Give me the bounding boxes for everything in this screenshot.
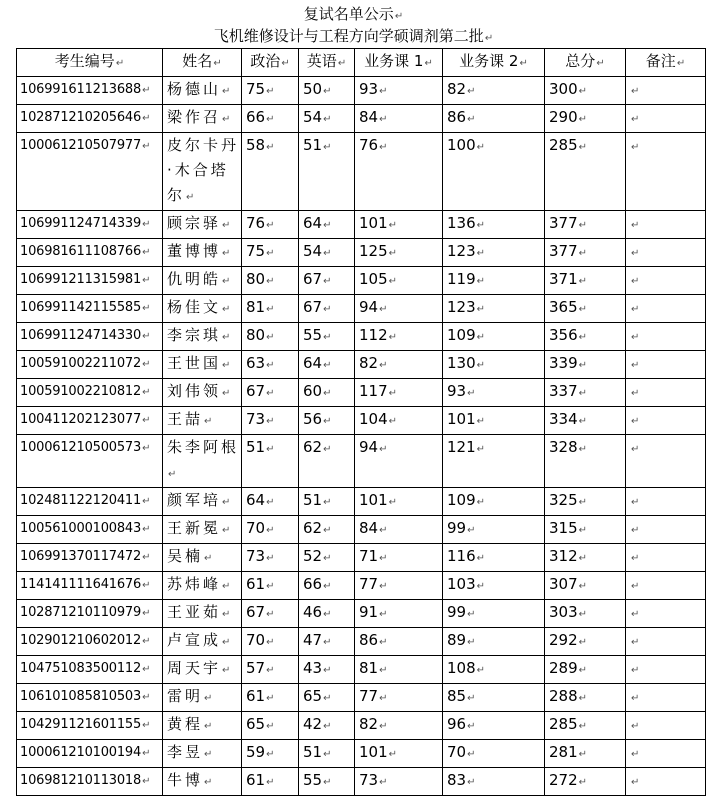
cell-total: 300 ↵ — [545, 77, 626, 105]
cell-course1: 101 ↵ — [355, 740, 443, 768]
cell-course1: 71 ↵ — [355, 544, 443, 572]
cell-id: 114141111641676 ↵ — [17, 572, 163, 600]
cell-remark — [626, 656, 706, 684]
cell-remark — [626, 768, 706, 796]
table-row — [17, 600, 706, 628]
header-cell-id: 考生编号 ↵ — [17, 49, 163, 77]
header-cell-course1: 业务课 1 ↵ — [355, 49, 443, 77]
cell-politics: 73 ↵ — [242, 544, 299, 572]
cell-english: 46 ↵ — [299, 600, 355, 628]
cell-politics: 70 ↵ — [242, 628, 299, 656]
cell-total: 292 ↵ — [545, 628, 626, 656]
cell-english: 65 ↵ — [299, 684, 355, 712]
cell-total: 285 ↵ — [545, 712, 626, 740]
cell-name: 王亚茹 ↵ — [163, 600, 242, 628]
table-row — [17, 740, 706, 768]
cell-total: 288 ↵ — [545, 684, 626, 712]
cell-remark — [626, 516, 706, 544]
cell-course1: 104 ↵ — [355, 407, 443, 435]
cell-politics: 73 ↵ — [242, 407, 299, 435]
cell-name: 卢宣成 ↵ — [163, 628, 242, 656]
cell-remark — [626, 267, 706, 295]
cell-name: 牛博 ↵ — [163, 768, 242, 796]
cell-politics: 80 ↵ — [242, 267, 299, 295]
cell-english: 67 ↵ — [299, 267, 355, 295]
page-subtitle: 飞机维修设计与工程方向学硕调剂第二批 ↵ — [0, 26, 707, 49]
cell-course1: 112 ↵ — [355, 323, 443, 351]
cell-name: 黄程 ↵ — [163, 712, 242, 740]
cell-total: 328 ↵ — [545, 435, 626, 488]
cell-total: 365 ↵ — [545, 295, 626, 323]
cell-remark — [626, 295, 706, 323]
cell-id: 106991370117472 ↵ — [17, 544, 163, 572]
cell-course2: 96 ↵ — [443, 712, 545, 740]
cell-course1: 93 ↵ — [355, 77, 443, 105]
cell-english: 50 ↵ — [299, 77, 355, 105]
cell-total: 307 ↵ — [545, 572, 626, 600]
cell-course2: 136 ↵ — [443, 211, 545, 239]
cell-total: 303 ↵ — [545, 600, 626, 628]
cell-course1: 84 ↵ — [355, 105, 443, 133]
cell-remark — [626, 712, 706, 740]
cell-politics: 75 ↵ — [242, 77, 299, 105]
cell-course2: 121 ↵ — [443, 435, 545, 488]
cell-english: 67 ↵ — [299, 295, 355, 323]
cell-remark — [626, 600, 706, 628]
cell-politics: 61 ↵ — [242, 572, 299, 600]
cell-course2: 130 ↵ — [443, 351, 545, 379]
cell-total: 356 ↵ — [545, 323, 626, 351]
cell-remark — [626, 379, 706, 407]
cell-remark — [626, 572, 706, 600]
cell-course2: 85 ↵ — [443, 684, 545, 712]
cell-course2: 109 ↵ — [443, 323, 545, 351]
cell-id: 106991611213688 ↵ — [17, 77, 163, 105]
cell-politics: 63 ↵ — [242, 351, 299, 379]
table-row — [17, 712, 706, 740]
table-row — [17, 488, 706, 516]
cell-name: 李昱 ↵ — [163, 740, 242, 768]
cell-politics: 57 ↵ — [242, 656, 299, 684]
cell-english: 43 ↵ — [299, 656, 355, 684]
table-row — [17, 684, 706, 712]
candidate-table-body — [17, 49, 706, 796]
cell-politics: 70 ↵ — [242, 516, 299, 544]
cell-id: 106101085810503 ↵ — [17, 684, 163, 712]
header-cell-total: 总分 ↵ — [545, 49, 626, 77]
table-row — [17, 407, 706, 435]
table-row — [17, 211, 706, 239]
cell-course1: 101 ↵ — [355, 211, 443, 239]
cell-course2: 108 ↵ — [443, 656, 545, 684]
cell-politics: 59 ↵ — [242, 740, 299, 768]
cell-name: 杨佳文 ↵ — [163, 295, 242, 323]
cell-id: 100561000100843 ↵ — [17, 516, 163, 544]
table-header-row — [17, 49, 706, 77]
cell-name: 周天宇 ↵ — [163, 656, 242, 684]
cell-name: 董博博 ↵ — [163, 239, 242, 267]
cell-remark — [626, 105, 706, 133]
cell-politics: 61 ↵ — [242, 684, 299, 712]
cell-name: 王世国 ↵ — [163, 351, 242, 379]
cell-course2: 83 ↵ — [443, 768, 545, 796]
cell-politics: 64 ↵ — [242, 488, 299, 516]
cell-course2: 82 ↵ — [443, 77, 545, 105]
table-row — [17, 267, 706, 295]
cell-name: 王喆 ↵ — [163, 407, 242, 435]
cell-remark — [626, 407, 706, 435]
cell-politics: 58 ↵ — [242, 133, 299, 211]
table-row — [17, 239, 706, 267]
cell-politics: 67 ↵ — [242, 600, 299, 628]
cell-id: 102901210602012 ↵ — [17, 628, 163, 656]
cell-english: 47 ↵ — [299, 628, 355, 656]
cell-english: 51 ↵ — [299, 488, 355, 516]
cell-course1: 77 ↵ — [355, 572, 443, 600]
cell-course1: 94 ↵ — [355, 295, 443, 323]
cell-name: 苏炜峰 ↵ — [163, 572, 242, 600]
cell-course1: 94 ↵ — [355, 435, 443, 488]
cell-name: 杨德山 ↵ — [163, 77, 242, 105]
cell-name: 顾宗驿 ↵ — [163, 211, 242, 239]
table-row — [17, 628, 706, 656]
cell-english: 51 ↵ — [299, 740, 355, 768]
cell-total: 334 ↵ — [545, 407, 626, 435]
cell-course1: 81 ↵ — [355, 656, 443, 684]
cell-total: 272 ↵ — [545, 768, 626, 796]
cell-course1: 73 ↵ — [355, 768, 443, 796]
cell-course2: 86 ↵ — [443, 105, 545, 133]
header-cell-english: 英语 ↵ — [299, 49, 355, 77]
cell-name: 朱李阿根 ↵ — [163, 435, 242, 488]
cell-name: 吴楠 ↵ — [163, 544, 242, 572]
table-row — [17, 516, 706, 544]
cell-politics: 75 ↵ — [242, 239, 299, 267]
cell-id: 106981210113018 ↵ — [17, 768, 163, 796]
cell-english: 62 ↵ — [299, 435, 355, 488]
cell-english: 54 ↵ — [299, 239, 355, 267]
cell-english: 62 ↵ — [299, 516, 355, 544]
cell-course2: 99 ↵ — [443, 600, 545, 628]
cell-english: 51 ↵ — [299, 133, 355, 211]
cell-course2: 99 ↵ — [443, 516, 545, 544]
table-row — [17, 105, 706, 133]
cell-name: 王新冕 ↵ — [163, 516, 242, 544]
cell-id: 106981611108766 ↵ — [17, 239, 163, 267]
candidate-table — [16, 48, 706, 796]
cell-politics: 61 ↵ — [242, 768, 299, 796]
cell-remark — [626, 351, 706, 379]
cell-name: 皮尔卡丹·木合塔尔 ↵ — [163, 133, 242, 211]
cell-total: 315 ↵ — [545, 516, 626, 544]
table-row — [17, 656, 706, 684]
cell-english: 64 ↵ — [299, 211, 355, 239]
cell-course1: 117 ↵ — [355, 379, 443, 407]
cell-id: 106991124714330 ↵ — [17, 323, 163, 351]
cell-course2: 103 ↵ — [443, 572, 545, 600]
cell-name: 雷明 ↵ — [163, 684, 242, 712]
cell-name: 仇明皓 ↵ — [163, 267, 242, 295]
cell-politics: 65 ↵ — [242, 712, 299, 740]
cell-id: 100061210500573 ↵ — [17, 435, 163, 488]
table-row — [17, 351, 706, 379]
cell-total: 281 ↵ — [545, 740, 626, 768]
cell-id: 102871210205646 ↵ — [17, 105, 163, 133]
cell-course2: 109 ↵ — [443, 488, 545, 516]
cell-total: 312 ↵ — [545, 544, 626, 572]
cell-course1: 82 ↵ — [355, 351, 443, 379]
cell-english: 54 ↵ — [299, 105, 355, 133]
header-cell-name: 姓名 ↵ — [163, 49, 242, 77]
table-row — [17, 435, 706, 488]
cell-id: 100061210100194 ↵ — [17, 740, 163, 768]
cell-course1: 76 ↵ — [355, 133, 443, 211]
cell-total: 285 ↵ — [545, 133, 626, 211]
cell-total: 377 ↵ — [545, 211, 626, 239]
cell-total: 290 ↵ — [545, 105, 626, 133]
cell-politics: 51 ↵ — [242, 435, 299, 488]
table-row — [17, 323, 706, 351]
cell-id: 104291121601155 ↵ — [17, 712, 163, 740]
cell-total: 325 ↵ — [545, 488, 626, 516]
cell-id: 100591002210812 ↵ — [17, 379, 163, 407]
cell-remark — [626, 488, 706, 516]
cell-remark — [626, 684, 706, 712]
cell-course2: 89 ↵ — [443, 628, 545, 656]
cell-id: 102481122120411 ↵ — [17, 488, 163, 516]
table-row — [17, 133, 706, 211]
table-row — [17, 572, 706, 600]
cell-name: 颜军培 ↵ — [163, 488, 242, 516]
cell-total: 337 ↵ — [545, 379, 626, 407]
cell-course1: 77 ↵ — [355, 684, 443, 712]
cell-politics: 76 ↵ — [242, 211, 299, 239]
cell-id: 100061210507977 ↵ — [17, 133, 163, 211]
cell-remark — [626, 133, 706, 211]
cell-english: 60 ↵ — [299, 379, 355, 407]
cell-id: 106991124714339 ↵ — [17, 211, 163, 239]
cell-remark — [626, 323, 706, 351]
header-cell-remark: 备注 ↵ — [626, 49, 706, 77]
table-row — [17, 379, 706, 407]
cell-remark — [626, 239, 706, 267]
table-row — [17, 77, 706, 105]
cell-id: 100591002211072 ↵ — [17, 351, 163, 379]
cell-politics: 67 ↵ — [242, 379, 299, 407]
cell-english: 55 ↵ — [299, 323, 355, 351]
cell-total: 289 ↵ — [545, 656, 626, 684]
cell-course2: 123 ↵ — [443, 239, 545, 267]
page-title: 复试名单公示 ↵ — [0, 4, 707, 27]
cell-course2: 93 ↵ — [443, 379, 545, 407]
cell-id: 100411202123077 ↵ — [17, 407, 163, 435]
cell-politics: 81 ↵ — [242, 295, 299, 323]
cell-name: 李宗琪 ↵ — [163, 323, 242, 351]
cell-course2: 100 ↵ — [443, 133, 545, 211]
table-row — [17, 768, 706, 796]
cell-course2: 101 ↵ — [443, 407, 545, 435]
cell-id: 102871210110979 ↵ — [17, 600, 163, 628]
cell-course2: 123 ↵ — [443, 295, 545, 323]
cell-english: 66 ↵ — [299, 572, 355, 600]
cell-id: 104751083500112 ↵ — [17, 656, 163, 684]
cell-course1: 101 ↵ — [355, 488, 443, 516]
cell-remark — [626, 211, 706, 239]
table-row — [17, 295, 706, 323]
cell-remark — [626, 435, 706, 488]
cell-english: 56 ↵ — [299, 407, 355, 435]
cell-english: 42 ↵ — [299, 712, 355, 740]
cell-remark — [626, 628, 706, 656]
cell-english: 52 ↵ — [299, 544, 355, 572]
cell-total: 377 ↵ — [545, 239, 626, 267]
cell-name: 梁作召 ↵ — [163, 105, 242, 133]
cell-id: 106991142115585 ↵ — [17, 295, 163, 323]
cell-id: 106991211315981 ↵ — [17, 267, 163, 295]
header-cell-politics: 政治 ↵ — [242, 49, 299, 77]
cell-remark — [626, 77, 706, 105]
cell-course2: 119 ↵ — [443, 267, 545, 295]
cell-name: 刘伟领 ↵ — [163, 379, 242, 407]
cell-course1: 105 ↵ — [355, 267, 443, 295]
cell-course2: 70 ↵ — [443, 740, 545, 768]
cell-course1: 125 ↵ — [355, 239, 443, 267]
cell-remark — [626, 740, 706, 768]
cell-course1: 91 ↵ — [355, 600, 443, 628]
cell-politics: 66 ↵ — [242, 105, 299, 133]
cell-course1: 86 ↵ — [355, 628, 443, 656]
cell-course2: 116 ↵ — [443, 544, 545, 572]
cell-remark — [626, 544, 706, 572]
table-row — [17, 544, 706, 572]
cell-total: 371 ↵ — [545, 267, 626, 295]
cell-english: 64 ↵ — [299, 351, 355, 379]
cell-english: 55 ↵ — [299, 768, 355, 796]
cell-course1: 84 ↵ — [355, 516, 443, 544]
cell-course1: 82 ↵ — [355, 712, 443, 740]
cell-politics: 80 ↵ — [242, 323, 299, 351]
header-cell-course2: 业务课 2 ↵ — [443, 49, 545, 77]
cell-total: 339 ↵ — [545, 351, 626, 379]
